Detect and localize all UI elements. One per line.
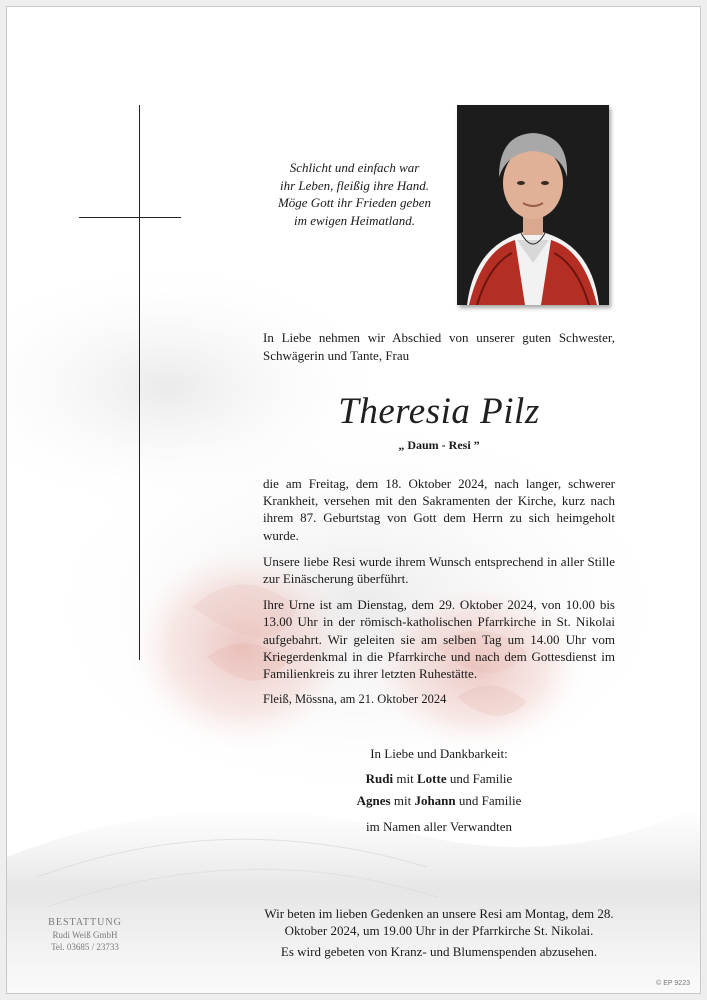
obituary-body — [263, 475, 615, 717]
poem-line: Möge Gott ihr Frieden geben — [277, 195, 432, 210]
cross-horizontal-bar — [79, 217, 181, 218]
paragraph-cremation: Unsere liebe Resi wurde ihrem Wunsch entsprechend in aller Stille zur Einäscherung überführt. — [263, 553, 615, 587]
family-suffix: und Familie — [446, 771, 513, 786]
portrait-illustration — [457, 105, 609, 305]
thanks-block — [263, 743, 615, 838]
family-suffix: und Familie — [455, 793, 522, 808]
prayer-text: Wir beten im lieben Gedenken an unsere Resi am Montag, dem 28. Oktober 2024, um 19.00 Uhr in der Pfarrkirche St. Nikolai. — [264, 906, 614, 938]
poem-line: im ewigen Heimatland. — [294, 212, 415, 228]
family-line — [263, 790, 615, 812]
family-name: Agnes — [356, 793, 391, 808]
poem — [257, 159, 452, 229]
poem-line: Schlicht und einfach war — [289, 160, 420, 175]
family-name: Rudi — [365, 771, 394, 786]
family-connector: mit — [390, 793, 415, 808]
paragraph-service: Ihre Urne ist am Dienstag, dem 29. Oktober 2024, von 10.00 bis 13.00 Uhr in der römisch-katholischen Pfarrkirche in St. Nikolai aufgebahrt. Wir geleiten sie am selben Tag um 14.00 Uhr vom Kriegerdenkmal in die Pfarrkirche und nach dem Gottesdienst im Familienkreis zu ihrer letzten Ruhestätte. — [263, 597, 615, 682]
family-line — [263, 768, 615, 790]
family-name: Johann — [414, 793, 456, 808]
thanks-closing: im Namen aller Verwandten — [366, 819, 512, 834]
thanks-heading: In Liebe und Dankbarkeit: — [370, 746, 508, 761]
intro-text: In Liebe nehmen wir Abschied von unserer guten Schwester, Schwägerin und Tante, Frau — [263, 330, 615, 363]
place-date: Fleiß, Mössna, am 21. Oktober 2024 — [263, 692, 447, 707]
deceased-nickname: „ Daum - Resi ” — [398, 438, 480, 452]
portrait-photo — [457, 105, 609, 305]
obituary-card — [6, 6, 701, 994]
deceased-name: Theresia Pilz — [338, 391, 540, 432]
template-code: © EP 9223 — [656, 980, 690, 987]
funeral-home-title: BESTATTUNG — [48, 917, 122, 928]
cross-vertical-bar — [139, 105, 140, 660]
prayer-notice — [253, 905, 625, 960]
content-layer — [7, 7, 700, 993]
funeral-home-phone: Tel. 03685 / 23733 — [51, 942, 119, 952]
flower-request: Es wird gebeten von Kranz- und Blumenspenden abzusehen. — [280, 944, 598, 959]
poem-line: ihr Leben, fleißig ihre Hand. — [279, 177, 429, 193]
paragraph-passing: die am Freitag, dem 18. Oktober 2024, nach langer, schwerer Krankheit, versehen mit den Sakramenten der Kirche, kurz nach ihrem 87. Geburtstag von Gott dem Herrn zu sich heimgeholt wurde. — [263, 476, 615, 543]
family-connector: mit — [393, 771, 417, 786]
funeral-home-stamp — [35, 917, 135, 953]
funeral-home-name: Rudi Weiß GmbH — [52, 930, 118, 940]
family-name: Lotte — [416, 771, 447, 786]
